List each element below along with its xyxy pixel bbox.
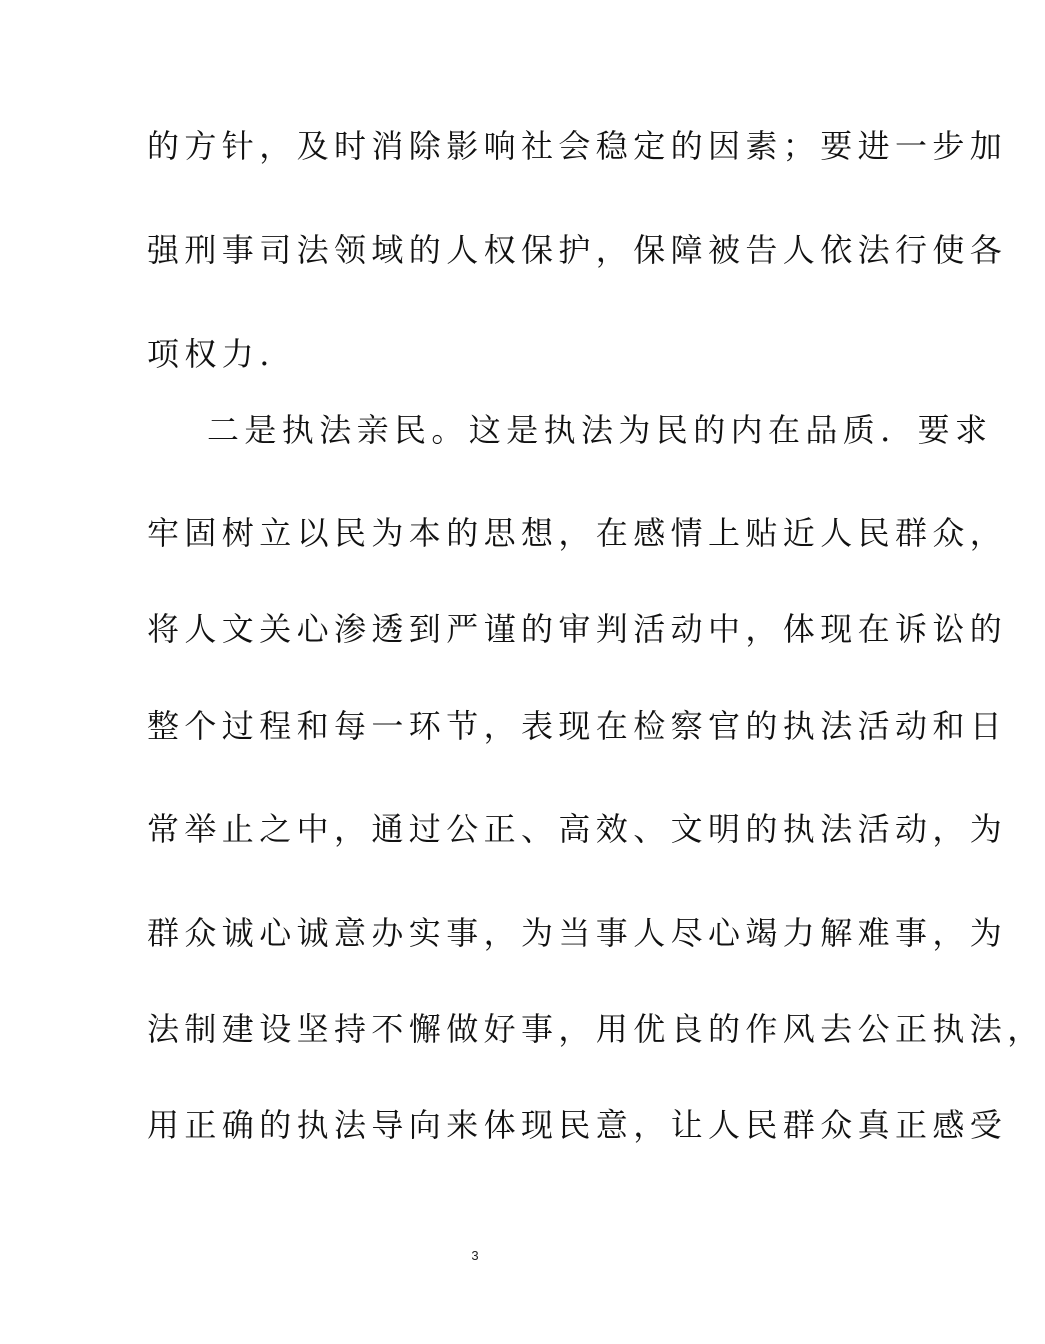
- page-number: 3: [471, 1248, 479, 1263]
- text-line-8: 常举止之中，通过公正、高效、文明的执法活动，为: [147, 810, 1008, 848]
- text-line-9: 群众诚心诚意办实事，为当事人尽心竭力解难事，为: [147, 914, 1008, 952]
- text-line-3: 项权力.: [147, 335, 275, 373]
- text-line-10: 法制建设坚持不懈做好事，用优良的作风去公正执法，: [147, 1010, 1045, 1048]
- text-line-7: 整个过程和每一环节，表现在检察官的执法活动和日: [147, 707, 1008, 745]
- text-line-1: 的方针，及时消除影响社会稳定的因素；要进一步加: [147, 127, 1008, 165]
- text-line-11: 用正确的执法导向来体现民意，让人民群众真正感受: [147, 1106, 1008, 1144]
- paragraph-2-first-line: 二是执法亲民。这是执法为民的内在品质．要求: [207, 411, 993, 449]
- text-line-5: 牢固树立以民为本的思想，在感情上贴近人民群众，: [147, 514, 1008, 552]
- text-line-2: 强刑事司法领域的人权保护，保障被告人依法行使各: [147, 231, 1008, 269]
- text-line-6: 将人文关心渗透到严谨的审判活动中，体现在诉讼的: [147, 610, 1008, 648]
